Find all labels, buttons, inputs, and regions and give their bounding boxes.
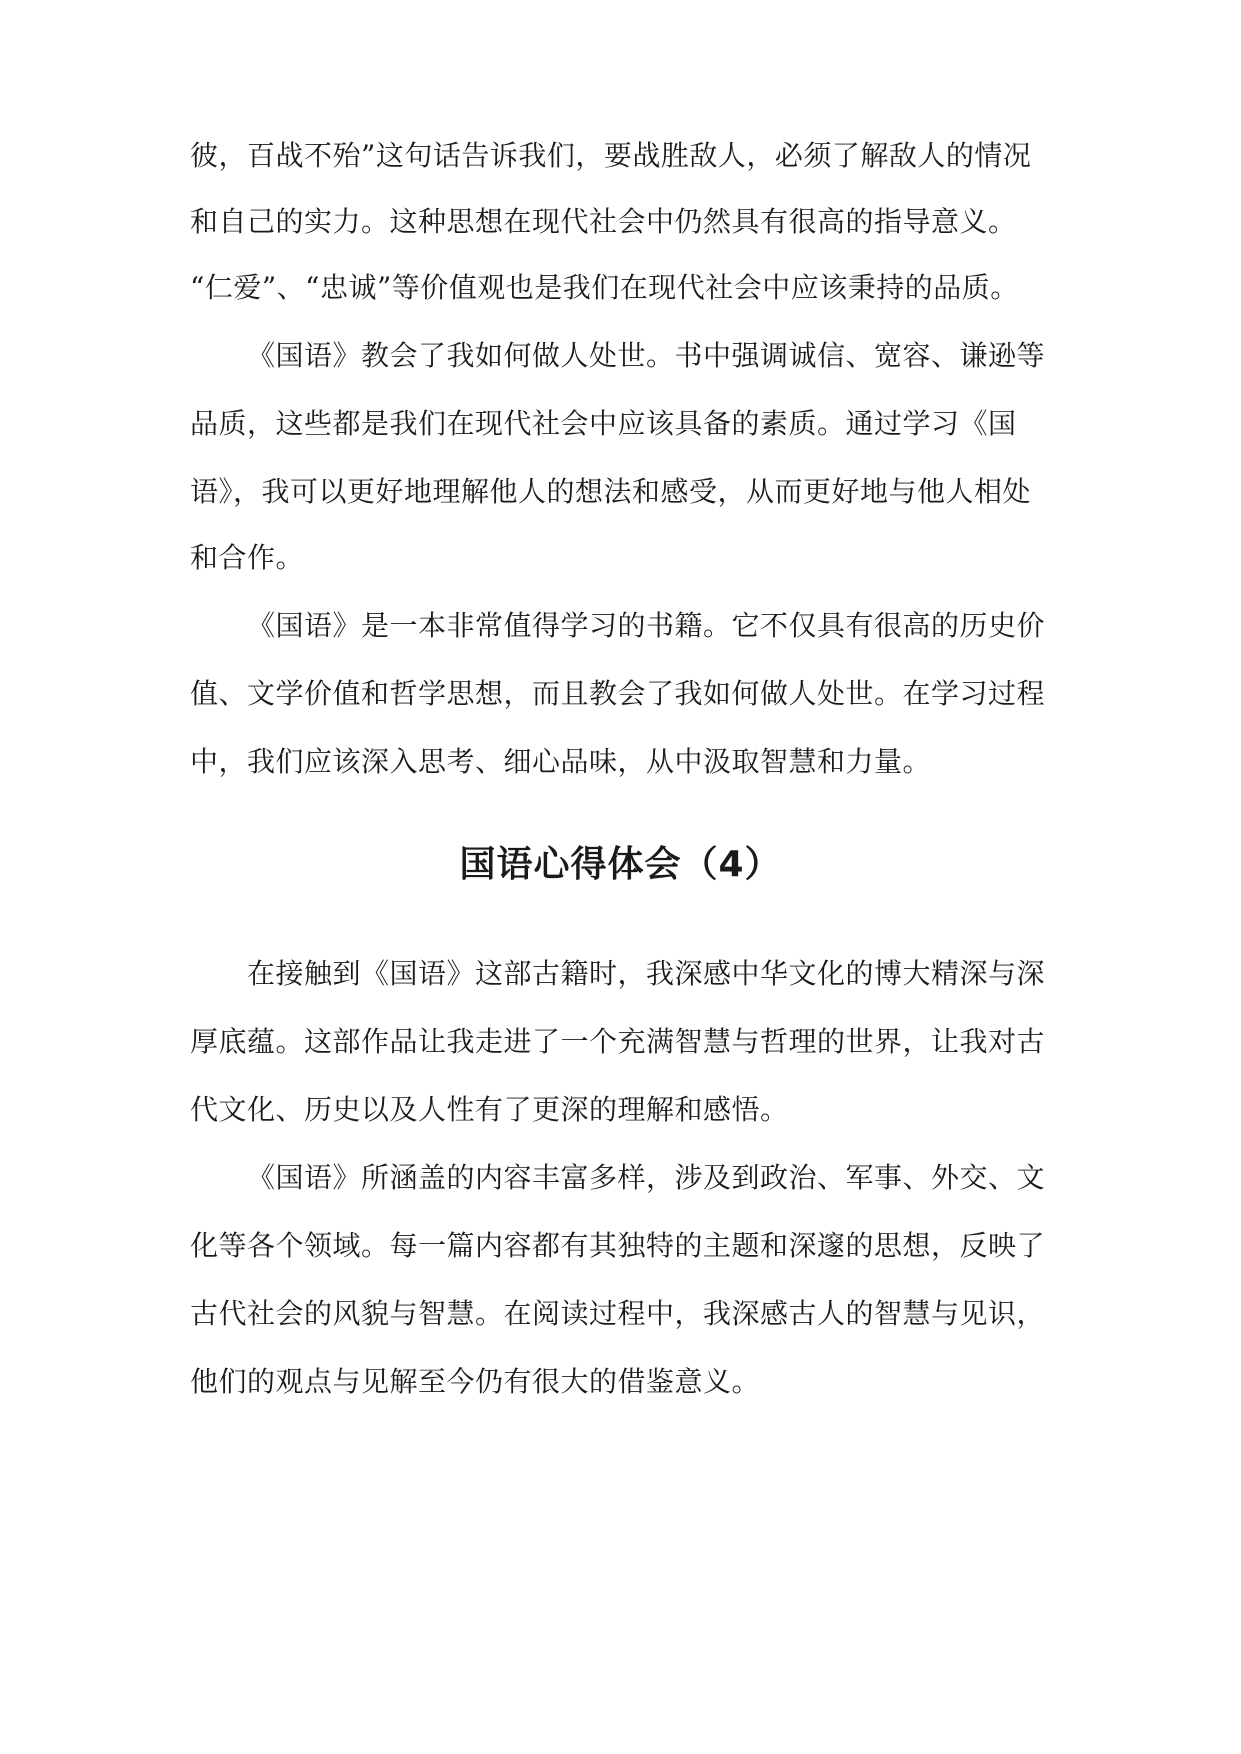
paragraph-line: 厚底蕴。这部作品让我走进了一个充满智慧与哲理的世界，让我对古 bbox=[190, 1025, 1046, 1058]
paragraph-line: 值、文学价值和哲学思想，而且教会了我如何做人处世。在学习过程 bbox=[190, 677, 1046, 710]
paragraph-line: 语》，我可以更好地理解他人的想法和感受，从而更好地与他人相处 bbox=[190, 475, 1032, 508]
paragraph-line: 和合作。 bbox=[190, 541, 305, 574]
paragraph-line: 《国语》所涵盖的内容丰富多样，涉及到政治、军事、外交、文 bbox=[247, 1161, 1046, 1194]
paragraph-line: 和自己的实力。这种思想在现代社会中仍然具有很高的指导意义。 bbox=[190, 205, 1017, 238]
section-title: 国语心得体会（4） bbox=[459, 844, 782, 885]
paragraph-line: 《国语》是一本非常值得学习的书籍。它不仅具有很高的历史价 bbox=[247, 609, 1046, 642]
paragraph-line: 代文化、历史以及人性有了更深的理解和感悟。 bbox=[190, 1093, 789, 1126]
paragraph-line: 在接触到《国语》这部古籍时，我深感中华文化的博大精深与深 bbox=[247, 957, 1046, 990]
paragraph-line: 《国语》教会了我如何做人处世。书中强调诚信、宽容、谦逊等 bbox=[247, 339, 1046, 372]
paragraph-line: 化等各个领域。每一篇内容都有其独特的主题和深邃的思想，反映了 bbox=[190, 1229, 1046, 1262]
paragraph-line: 中，我们应该深入思考、细心品味，从中汲取智慧和力量。 bbox=[190, 745, 932, 778]
paragraph-line: 品质，这些都是我们在现代社会中应该具备的素质。通过学习《国 bbox=[190, 407, 1017, 440]
paragraph-line: 他们的观点与见解至今仍有很大的借鉴意义。 bbox=[190, 1365, 761, 1398]
paragraph-line: 古代社会的风貌与智慧。在阅读过程中，我深感古人的智慧与见识， bbox=[190, 1297, 1046, 1330]
paragraph-line: 彼，百战不殆”这句话告诉我们，要战胜敌人，必须了解敌人的情况 bbox=[190, 139, 1032, 172]
paragraph-line: “仁爱”、“忠诚”等价值观也是我们在现代社会中应该秉持的品质。 bbox=[190, 271, 1019, 304]
